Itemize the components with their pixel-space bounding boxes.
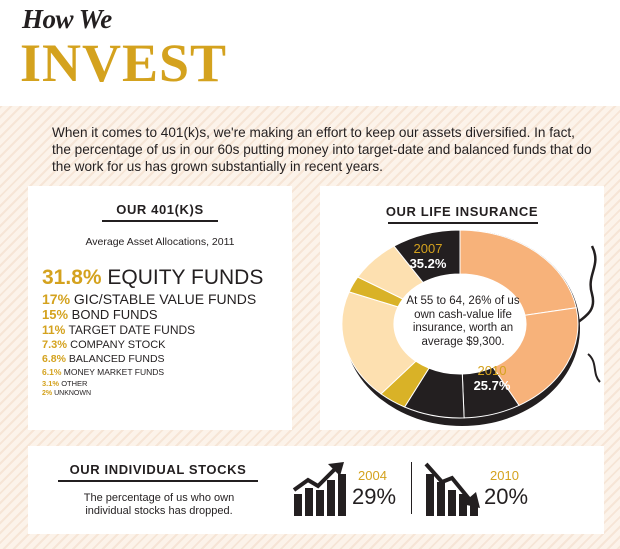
ring-label-2007 — [400, 242, 456, 272]
card-insurance-title: OUR LIFE INSURANCE — [385, 204, 539, 219]
fund-label: TARGET DATE FUNDS — [68, 323, 196, 337]
trend-up-icon — [290, 460, 354, 518]
stock-value-2010: 20% — [484, 484, 529, 509]
header-how-we: How We — [22, 4, 112, 34]
fund-item — [42, 379, 87, 388]
fund-item — [42, 307, 158, 322]
fund-label: BOND FUNDS — [71, 307, 158, 322]
stock-year-2004: 2004 — [358, 468, 387, 483]
fund-label: GIC/STABLE VALUE FUNDS — [73, 291, 257, 307]
fund-item — [42, 367, 164, 377]
fund-label: UNKNOWN — [54, 390, 92, 397]
card-stocks-title: OUR INDIVIDUAL STOCKS — [69, 462, 247, 477]
fund-pct: 3.1% — [42, 379, 60, 388]
fund-pct: 6.8% — [42, 353, 66, 365]
stocks-divider — [411, 462, 412, 514]
fund-label: EQUITY FUNDS — [107, 266, 264, 289]
trend-down-icon — [422, 460, 486, 518]
fund-pct: 7.3% — [42, 339, 68, 351]
fund-item — [42, 291, 256, 307]
fund-label: MONEY MARKET FUNDS — [63, 367, 165, 377]
ring-value-2007: 35.2% — [409, 255, 447, 271]
stock-year-2010: 2010 — [490, 468, 519, 483]
card-401k-title: OUR 401(K)S — [116, 202, 204, 217]
fund-pct: 17% — [42, 291, 71, 307]
fund-item — [42, 353, 165, 365]
fund-label: OTHER — [61, 379, 88, 388]
ring-year-2010: 2010 — [477, 363, 507, 378]
fund-pct: 15% — [42, 307, 69, 322]
card-401k-subtitle: Average Asset Allocations, 2011 — [85, 236, 235, 248]
fund-pct: 31.8% — [42, 266, 102, 289]
fund-pct: 2% — [42, 390, 53, 397]
ring-label-2010 — [464, 364, 520, 394]
fund-pct: 11% — [42, 323, 66, 337]
card-stocks-rule — [58, 480, 258, 482]
card-401k-rule — [102, 220, 218, 222]
fund-pct: 6.1% — [42, 367, 62, 377]
header-invest: INVEST — [20, 33, 228, 93]
fund-item — [42, 339, 166, 351]
fund-label: COMPANY STOCK — [70, 339, 166, 351]
stocks-description: The percentage of us who own individual stocks has dropped. — [83, 492, 235, 517]
ring-year-2007: 2007 — [413, 241, 443, 256]
fund-item — [42, 390, 91, 397]
fund-item — [42, 266, 263, 290]
stock-value-2004: 29% — [352, 484, 397, 509]
ring-value-2010: 25.7% — [473, 377, 511, 393]
rope-icon — [588, 354, 600, 382]
insurance-note: At 55 to 64, 26% of us own cash-value life insurance, worth an average $9,300. — [406, 295, 520, 348]
fund-label: BALANCED FUNDS — [68, 353, 165, 365]
fund-item — [42, 323, 195, 337]
intro-text: When it comes to 401(k)s, we're making an effort to keep our assets diversified. In fact, the percentage of us in our 60s putting money into target-date and balanced funds that do the work for us has grown substantially in recent years. — [52, 125, 592, 174]
